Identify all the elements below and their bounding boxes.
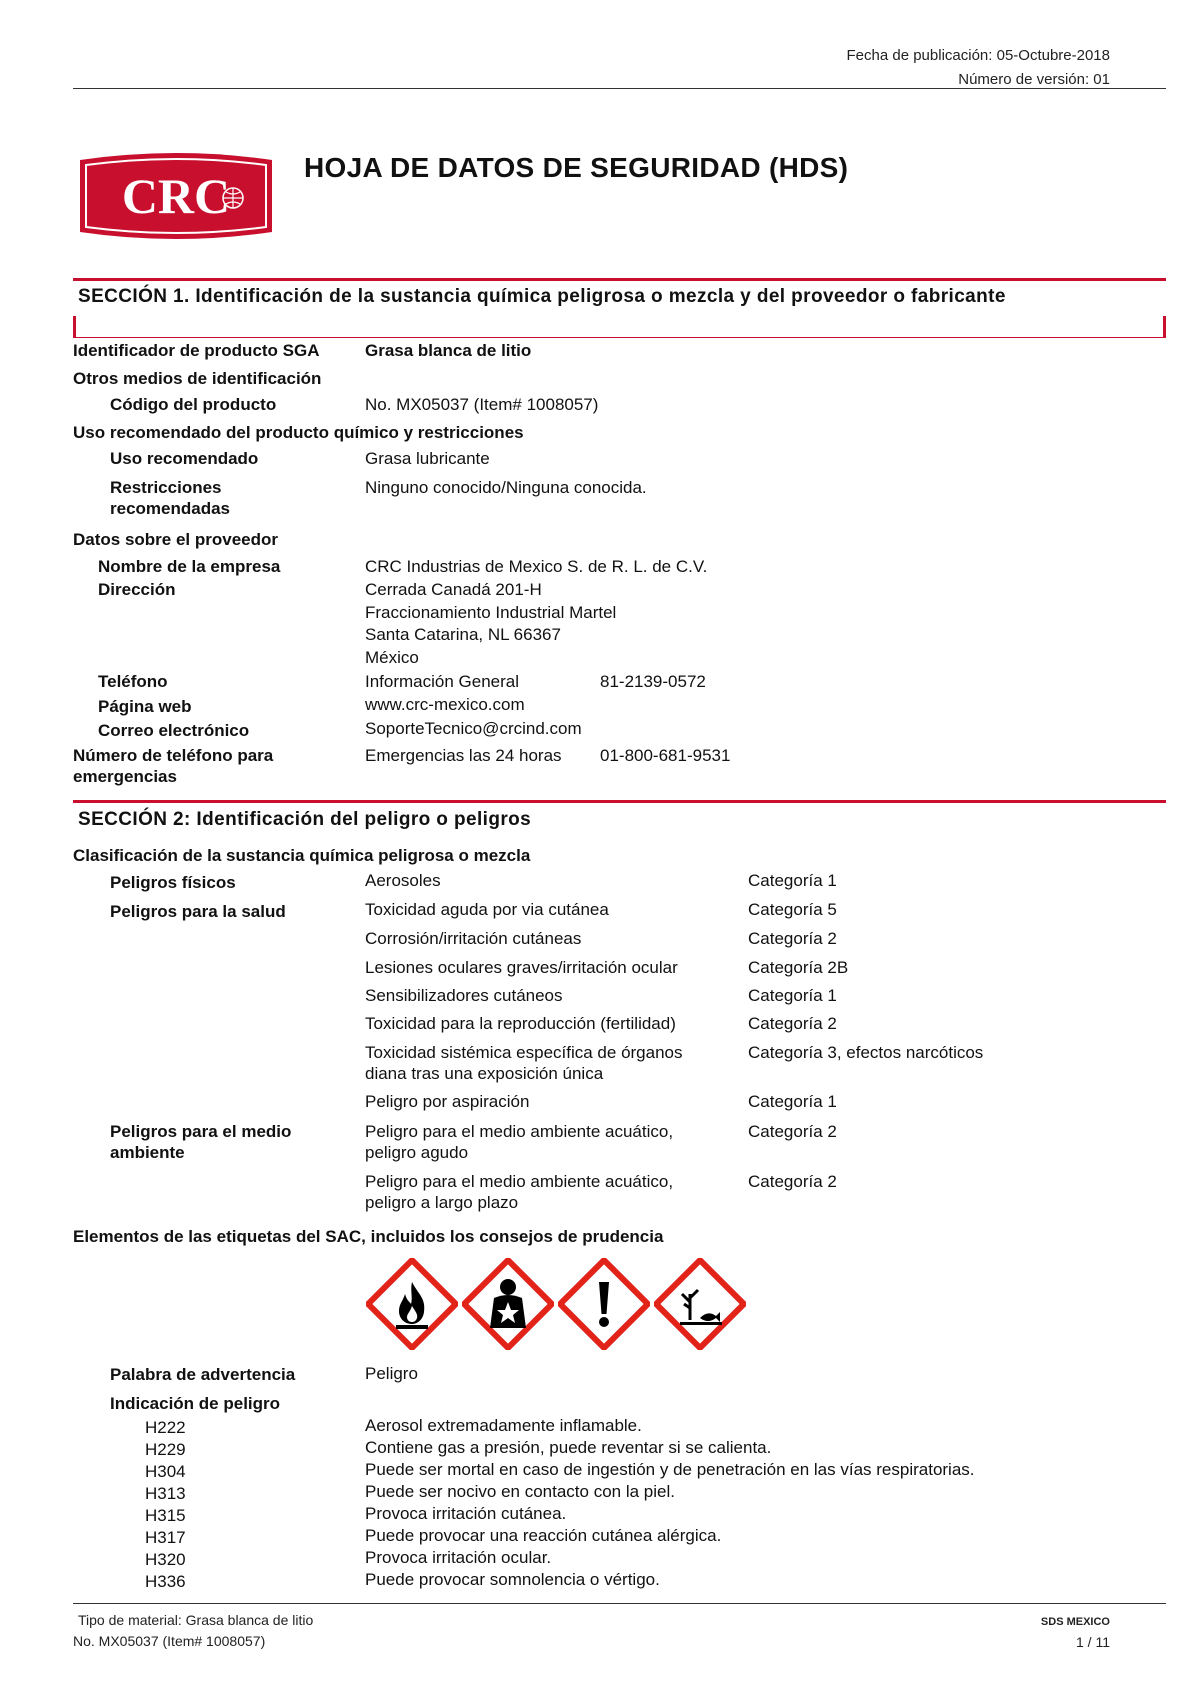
restrictions-label-line2: recomendadas [110, 499, 230, 518]
signal-word-value: Peligro [365, 1364, 418, 1383]
environment-hazards-label-line1: Peligros para el medio [110, 1122, 292, 1141]
document-title: HOJA DE DATOS DE SEGURIDAD (HDS) [304, 152, 849, 183]
footer-region: SDS MEXICO [1040, 1616, 1110, 1628]
phone-description: Información General [365, 672, 520, 691]
address-line: Cerrada Canadá 201-H [365, 580, 542, 599]
hazard-name: Toxicidad para la reproducción (fertilidad) [365, 1014, 676, 1033]
hazard-statement: Puede provocar una reacción cutánea alérgica. [365, 1526, 722, 1545]
hazard-name: Aerosoles [365, 871, 441, 890]
hazard-name: Lesiones oculares graves/irritación ocular [365, 958, 678, 977]
web-label: Página web [98, 697, 192, 716]
crc-logo [76, 150, 276, 242]
hazard-code: H222 [145, 1418, 186, 1437]
hazard-code: H317 [145, 1528, 186, 1547]
header-divider [73, 88, 1166, 89]
product-code-label: Código del producto [110, 395, 277, 414]
hazard-code: H304 [145, 1462, 186, 1481]
company-label: Nombre de la empresa [98, 557, 281, 576]
hazard-category: Categoría 3, efectos narcóticos [748, 1043, 984, 1062]
hazard-statement: Provoca irritación ocular. [365, 1548, 552, 1567]
phone-label: Teléfono [98, 672, 168, 691]
section2-top-line [73, 800, 1166, 803]
hazard-name-line2: diana tras una exposición única [365, 1064, 604, 1083]
product-id-label: Identificador de producto SGA [73, 341, 320, 360]
hazard-statement: Provoca irritación cutánea. [365, 1504, 567, 1523]
hazard-statement: Puede provocar somnolencia o vértigo. [365, 1570, 660, 1589]
product-code-value: No. MX05037 (Item# 1008057) [365, 395, 599, 414]
hazard-category: Categoría 2 [748, 929, 837, 948]
hazard-name-line2: peligro a largo plazo [365, 1193, 519, 1212]
emergency-label-line1: Número de teléfono para [73, 746, 274, 765]
restrictions-label-line1: Restricciones [110, 478, 222, 497]
emergency-description: Emergencias las 24 horas [365, 746, 562, 765]
email-link[interactable]: SoporteTecnico@crcind.com [365, 719, 582, 738]
hazard-category: Categoría 2 [748, 1014, 837, 1033]
restrictions-value: Ninguno conocido/Ninguna conocida. [365, 478, 647, 497]
phone-number: 81-2139-0572 [600, 672, 706, 691]
hazard-statement: Puede ser nocivo en contacto con la piel. [365, 1482, 675, 1501]
footer-divider [73, 1603, 1166, 1604]
hazard-name: Toxicidad aguda por via cutánea [365, 900, 609, 919]
use-heading: Uso recomendado del producto químico y restricciones [73, 423, 524, 442]
hazard-name: Sensibilizadores cutáneos [365, 986, 563, 1005]
web-link[interactable]: www.crc-mexico.com [365, 695, 525, 714]
hazard-code: H315 [145, 1506, 186, 1525]
environment-pictogram-icon [654, 1258, 746, 1350]
hazard-name-line2: peligro agudo [365, 1143, 469, 1162]
recommended-use-value: Grasa lubricante [365, 449, 490, 468]
hazard-name: Toxicidad sistémica específica de órganos [365, 1043, 683, 1062]
hazard-code: H320 [145, 1550, 186, 1569]
hazard-category: Categoría 2 [748, 1122, 837, 1141]
address-line: Fraccionamiento Industrial Martel [365, 603, 617, 622]
hazard-category: Categoría 1 [748, 1092, 837, 1111]
recommended-use-label: Uso recomendado [110, 449, 259, 468]
hazard-name: Corrosión/irritación cutáneas [365, 929, 582, 948]
address-line: Santa Catarina, NL 66367 [365, 625, 561, 644]
product-id-value: Grasa blanca de litio [365, 341, 532, 360]
hazard-statement-label: Indicación de peligro [110, 1394, 281, 1413]
publication-date: Fecha de publicación: 05-Octubre-2018 [846, 47, 1110, 64]
footer-product-number: No. MX05037 (Item# 1008057) [73, 1633, 266, 1649]
hazard-code: H229 [145, 1440, 186, 1459]
address-label: Dirección [98, 580, 176, 599]
hazard-name: Peligro para el medio ambiente acuático, [365, 1122, 674, 1141]
footer-material: Tipo de material: Grasa blanca de litio [78, 1612, 314, 1628]
hazard-category: Categoría 5 [748, 900, 837, 919]
section1-top-line [73, 278, 1166, 281]
hazard-name: Peligro para el medio ambiente acuático, [365, 1172, 674, 1191]
address-line: México [365, 648, 419, 667]
section2-title: SECCIÓN 2: Identificación del peligro o peligros [78, 809, 532, 830]
label-elements-heading: Elementos de las etiquetas del SAC, incluidos los consejos de prudencia [73, 1227, 664, 1246]
health-hazards-label: Peligros para la salud [110, 902, 286, 921]
company-value: CRC Industrias de Mexico S. de R. L. de C.V. [365, 557, 708, 576]
hazard-statement: Contiene gas a presión, puede reventar si se calienta. [365, 1438, 772, 1457]
hazard-statement: Aerosol extremadamente inflamable. [365, 1416, 642, 1435]
supplier-heading: Datos sobre el proveedor [73, 530, 279, 549]
hazard-code: H313 [145, 1484, 186, 1503]
health-hazard-pictogram-icon [462, 1258, 554, 1350]
hazard-category: Categoría 1 [748, 871, 837, 890]
hazard-code: H336 [145, 1572, 186, 1591]
flame-pictogram-icon [366, 1258, 458, 1350]
email-label: Correo electrónico [98, 721, 250, 740]
signal-word-label: Palabra de advertencia [110, 1365, 296, 1384]
section1-bracket [73, 316, 1166, 338]
classification-heading: Clasificación de la sustancia química peligrosa o mezcla [73, 846, 531, 865]
logo-text: CRC [121, 168, 231, 224]
footer-page-number: 1 / 11 [1076, 1634, 1110, 1650]
version-number: Número de versión: 01 [958, 71, 1110, 88]
exclamation-pictogram-icon [558, 1258, 650, 1350]
environment-hazards-label-line2: ambiente [110, 1143, 185, 1162]
hazard-category: Categoría 1 [748, 986, 837, 1005]
physical-hazards-label: Peligros físicos [110, 873, 236, 892]
hazard-name: Peligro por aspiración [365, 1092, 530, 1111]
emergency-number: 01-800-681-9531 [600, 746, 731, 765]
section1-title: SECCIÓN 1. Identificación de la sustancia química peligrosa o mezcla y del proveedor o fabricante [78, 286, 1006, 307]
hazard-category: Categoría 2 [748, 1172, 837, 1191]
hazard-category: Categoría 2B [748, 958, 849, 977]
hazard-statement: Puede ser mortal en caso de ingestión y de penetración en las vías respiratorias. [365, 1460, 975, 1479]
emergency-label-line2: emergencias [73, 767, 177, 786]
other-means-label: Otros medios de identificación [73, 369, 322, 388]
